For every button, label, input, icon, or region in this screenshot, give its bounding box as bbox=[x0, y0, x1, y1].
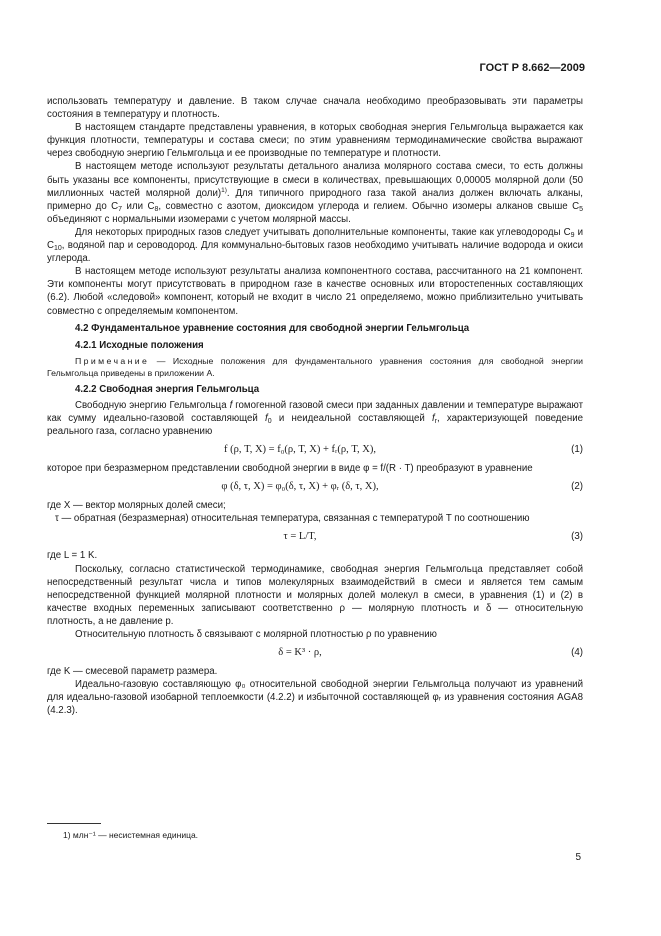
definition-tau: τ — обратная (безразмерная) относительная температура, связанная с температурой T по соотношению bbox=[55, 513, 530, 525]
paragraph: использовать температуру и давление. В таком случае сначала необходимо преобразовывать эти параметры состояния в температуру и плотность. bbox=[47, 96, 583, 121]
section-heading-4-2: 4.2 Фундаментальное уравнение состояния для свободной энергии Гельмгольца bbox=[75, 322, 470, 334]
equation-4 bbox=[47, 641, 583, 665]
paragraph: Идеально-газовую составляющую φ₀ относительной свободной энергии Гельмгольца получают из уравнений для идеально-газовой изобарной теплоемкости (4.2.2) и избыточной составляющей φᵣ из уравнения состояния AGA8 (4.2.3). bbox=[47, 679, 583, 717]
paragraph: Относительную плотность δ связывают с молярной плотностью ρ по уравнению bbox=[75, 629, 437, 640]
paragraph: В настоящем методе используют результаты детального анализа молярного состава смеси, то есть должны быть указаны все компоненты, присутствующие в смеси в количествах, превышающих 0,00005 молярной доли (50 миллионных частей молярной доли)$^{1)}$. Для типичного природного газа такой анализ должен включать алканы, примерно до $C_7$ или $C_8$, совместно с азотом, диоксидом углерода и гелием. Обычно изомеры алканов свыше $C_5$ объединяют с нормальными изомерами с учетом молярной массы. bbox=[47, 161, 583, 225]
paragraph: В настоящем методе используют результаты анализа компонентного состава, рассчитанного на 21 компонент. Эти компоненты могут присутствовать в природном газе в качестве основных или второстепенных составляющих (6.2). Любой «следовой» компонент, который не входит в число 21 определяемо, можно приблизительно учитывать совместно с определяемым компонентом. bbox=[47, 266, 583, 317]
definition-k: где K — смесевой параметр размера. bbox=[47, 666, 218, 678]
equation-number: (3) bbox=[571, 531, 583, 543]
footnote-divider bbox=[47, 823, 101, 824]
page-number: 5 bbox=[575, 852, 581, 863]
equation-2 bbox=[47, 475, 583, 499]
equation-3 bbox=[47, 525, 583, 549]
paragraph: Свободную энергию Гельмгольца f гомогенной газовой смеси при заданных давлении и температуре выражают как сумму идеально-газовой составляющей $f_0$ и неидеальной составляющей $f_r$, характеризующей поведение реального газа, согласно уравнению bbox=[47, 399, 584, 438]
paragraph: Поскольку, согласно статистической термодинамике, свободная энергия Гельмгольца представляет собой непосредственный результат числа и типов молекулярных взаимодействий в смеси и является тем самым непосредственной функцией молярной плотности и молярных долей молекул в смеси, в уравнения (1) и (2) в качестве входных переменных записывают соответственно ρ — молярную плотность и δ — относительную плотность, а не давление p. bbox=[47, 563, 583, 627]
equation-1 bbox=[47, 438, 583, 462]
note: Примечание — Исходные положения для фундаментального уравнения состояния для свободной энергии Гельмгольца приведены в приложении А. bbox=[47, 355, 583, 378]
paragraph: которое при безразмерном представлении свободной энергии в виде φ = f/(R · T) преобразуют в уравнение bbox=[47, 463, 533, 475]
definition-l: где L = 1 K. bbox=[47, 550, 98, 562]
section-heading-4-2-2: 4.2.2 Свободная энергия Гельмгольца bbox=[75, 383, 260, 395]
footnote-ref: 1) bbox=[221, 186, 227, 194]
equation-expression: τ = L/T, bbox=[283, 531, 317, 543]
document-body bbox=[47, 95, 583, 717]
note-label: Примечание bbox=[75, 355, 150, 366]
equation-number: (4) bbox=[571, 647, 583, 659]
paragraph: Для некоторых природных газов следует учитывать дополнительные компоненты, такие как углеводороды $C_9$ и $C_{10}$, водяной пар и сероводород. Для коммунально-бытовых газов необходимо учитывать наличие водорода и окиси углерода. bbox=[47, 226, 583, 265]
equation-expression: φ (δ, τ, X) = φ₀(δ, τ, X) + φᵣ (δ, τ, X), bbox=[221, 481, 379, 493]
footnote: 1) млн⁻¹ — несистемная единица. bbox=[63, 830, 199, 840]
section-heading-4-2-1: 4.2.1 Исходные положения bbox=[75, 339, 204, 351]
paragraph: В настоящем стандарте представлены уравнения, в которых свободная энергия Гельмгольца выражается как функция плотности, температуры и состава смеси; по этим уравнениям термодинамические свойства выражают через свободную энергию Гельмгольца и ее производные по температуре и плотности. bbox=[47, 122, 583, 160]
definition-x: где X — вектор молярных долей смеси; bbox=[47, 500, 226, 512]
document-code-header: ГОСТ Р 8.662—2009 bbox=[479, 62, 585, 74]
equation-number: (1) bbox=[571, 444, 583, 456]
equation-expression: δ = K³ · ρ, bbox=[278, 647, 322, 659]
equation-expression: f (ρ, T, X) = f₀(ρ, T, X) + fᵣ(ρ, T, X), bbox=[223, 444, 376, 456]
equation-number: (2) bbox=[571, 481, 583, 493]
